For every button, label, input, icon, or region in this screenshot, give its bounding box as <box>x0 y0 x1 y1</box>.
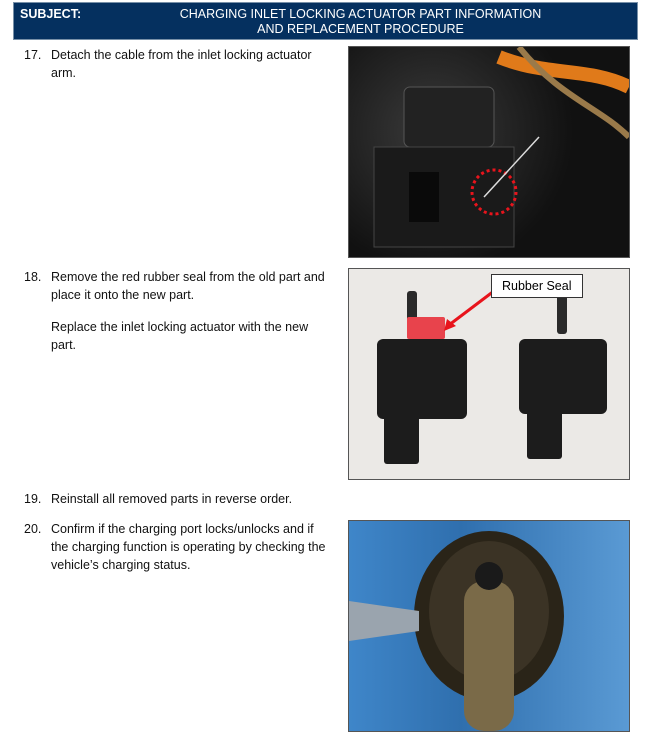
step-text: Reinstall all removed parts in reverse order. <box>51 492 293 506</box>
charging-port-illustration <box>349 521 629 731</box>
subject-header <box>13 2 638 40</box>
title-line-1: CHARGING INLET LOCKING ACTUATOR PART INFORMATION <box>179 7 542 21</box>
step-number: 17. <box>24 48 42 62</box>
subject-label: SUBJECT: <box>20 7 82 21</box>
rubber-seal-callout: Rubber Seal <box>491 274 583 298</box>
photo-rubber-seal <box>348 268 630 480</box>
step-18 <box>24 268 334 368</box>
step-text: Remove the red rubber seal from the old part and place it onto the new part. <box>51 270 325 302</box>
actuator-parts-illustration <box>349 269 629 479</box>
step-17 <box>24 46 334 96</box>
step-text: Confirm if the charging port locks/unlocks and if the charging function is operating by checking the vehicle’s charging status. <box>51 522 326 572</box>
document-title <box>114 7 607 37</box>
photo-detach-cable <box>348 46 630 258</box>
step-text: Replace the inlet locking actuator with the new part. <box>51 320 309 352</box>
photo-charging-port <box>348 520 630 732</box>
step-number: 19. <box>24 492 42 506</box>
step-19 <box>24 490 334 522</box>
step-number: 18. <box>24 270 42 284</box>
actuator-cable-illustration <box>349 47 629 257</box>
step-text: Detach the cable from the inlet locking actuator arm. <box>51 48 312 80</box>
step-number: 20. <box>24 522 42 536</box>
title-line-2: AND REPLACEMENT PROCEDURE <box>257 22 464 36</box>
step-20 <box>24 520 334 588</box>
